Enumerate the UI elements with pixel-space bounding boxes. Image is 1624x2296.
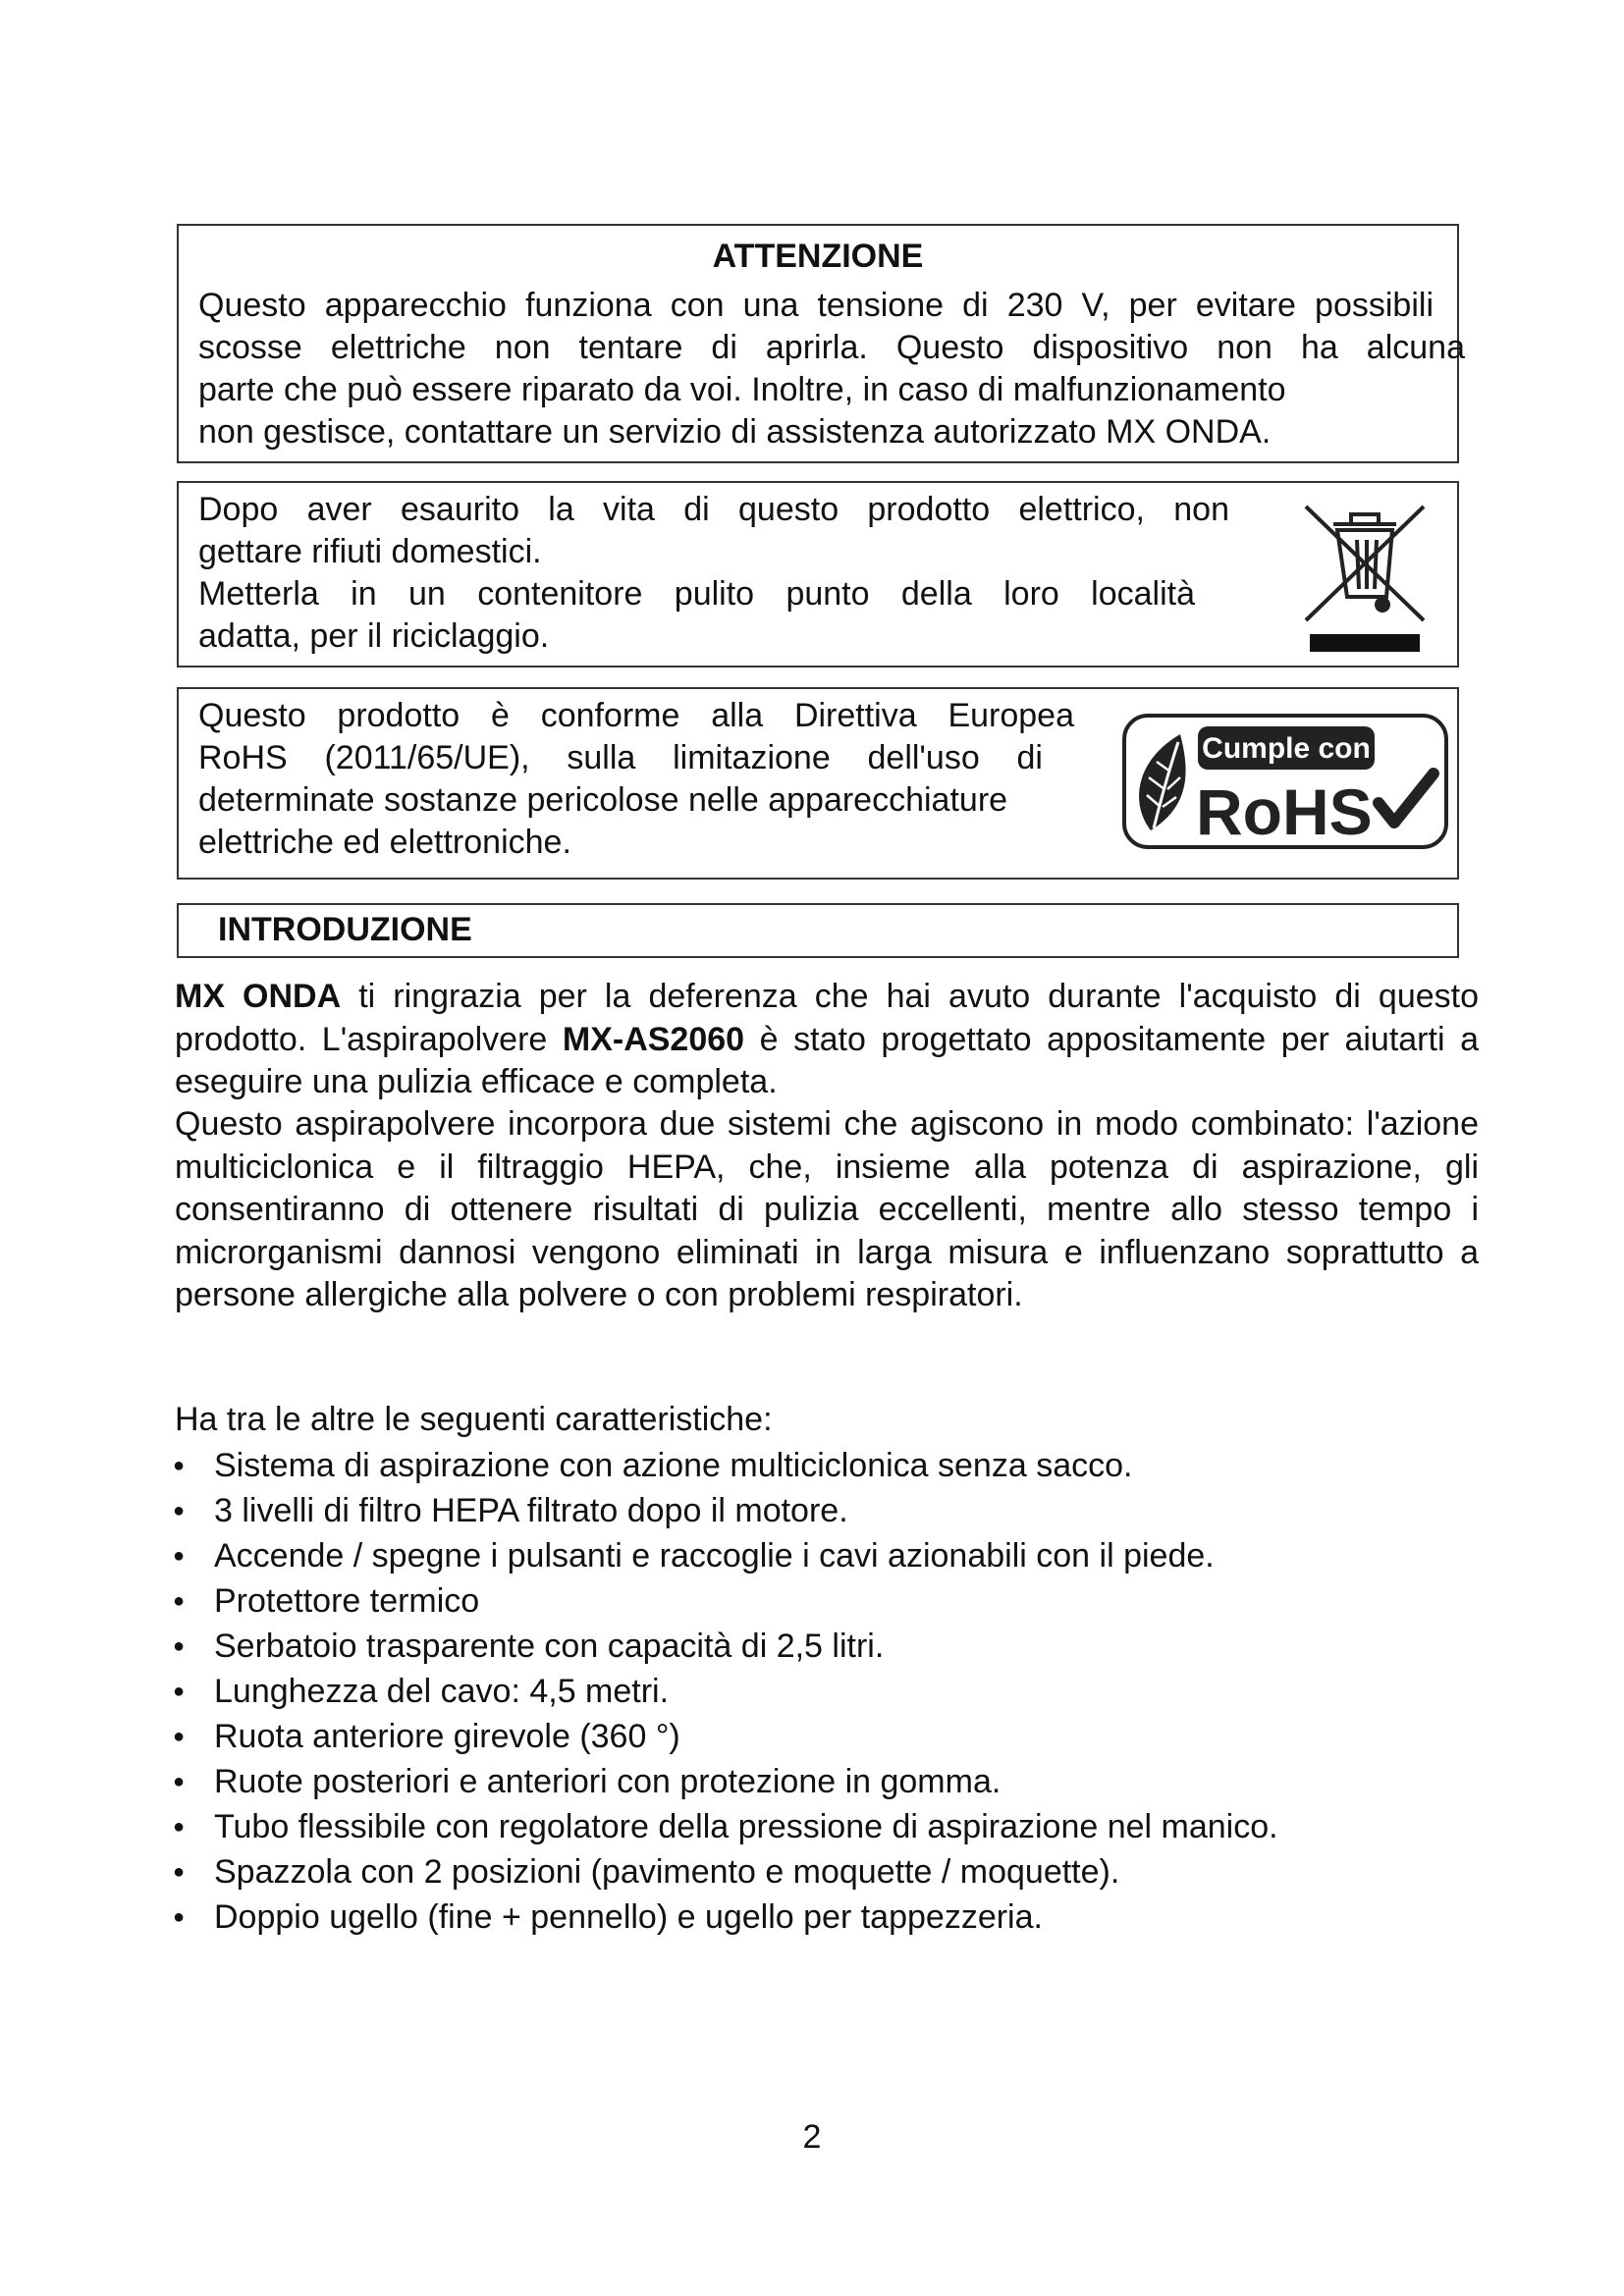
warning-line: parte che può essere riparato da voi. Inoltre, in caso di malfunzionamento	[198, 371, 1286, 408]
rohs-line: RoHS (2011/65/UE), sulla limitazione dell'uso di	[198, 739, 1043, 776]
list-item: ● 3 livelli di filtro HEPA filtrato dopo il motore.	[165, 1488, 1278, 1533]
intro-text: è stato progettato appositamente per aiutarti a eseguire una pulizia efficace e completa.	[175, 1020, 1479, 1100]
list-item: ● Sistema di aspirazione con azione multiciclonica senza sacco.	[165, 1443, 1278, 1488]
warning-line: Questo apparecchio funziona con una tensione di 230 V, per evitare possibili	[198, 287, 1434, 324]
rohs-line: Questo prodotto è conforme alla Direttiva Europea	[198, 697, 1074, 734]
page-number: 2	[802, 2118, 822, 2156]
disposal-line: adatta, per il riciclaggio.	[198, 617, 550, 655]
list-item: ● Accende / spegne i pulsanti e raccoglie i cavi azionabili con il piede.	[165, 1533, 1278, 1578]
list-item: ● Doppio ugello (fine + pennello) e ugello per tappezzeria.	[165, 1895, 1278, 1940]
intro-text: ti ringrazia per la deferenza che hai avuto durante l'acquisto di questo prodotto. L'aspirapolvere	[175, 978, 1479, 1058]
list-item: ● Ruote posteriori e anteriori con protezione in gomma.	[165, 1759, 1278, 1804]
rohs-text	[198, 695, 1077, 864]
list-item: ● Protettore termico	[165, 1578, 1278, 1624]
brand-name: MX ONDA	[175, 978, 342, 1015]
features-list	[165, 1443, 1278, 1940]
list-item: ● Tubo flessibile con regolatore della pressione di aspirazione nel manico.	[165, 1804, 1278, 1849]
disposal-line: Metterla in un contenitore pulito punto della loro località	[198, 575, 1195, 613]
list-item: ● Lunghezza del cavo: 4,5 metri.	[165, 1669, 1278, 1714]
rohs-line: determinate sostanze pericolose nelle apparecchiature	[198, 781, 1008, 819]
intro-paragraph	[175, 976, 1479, 1104]
list-item: ● Serbatoio trasparente con capacità di 2,5 litri.	[165, 1624, 1278, 1669]
rohs-box	[177, 687, 1459, 880]
rohs-badge: Cumple con	[1202, 732, 1371, 765]
warning-box	[177, 224, 1465, 463]
introduction-heading-box	[177, 903, 1459, 958]
warning-line: non gestisce, contattare un servizio di assistenza autorizzato MX ONDA.	[198, 413, 1272, 451]
rohs-logo-text: RoHS	[1196, 775, 1373, 848]
description-paragraph: Questo aspirapolvere incorpora due sistemi che agiscono in modo combinato: l'azione multiciclonica e il filtraggio HEPA, che, insieme alla potenza di aspirazione, gli consentiranno di ottenere risultati di pulizia eccellenti, mentre allo stesso tempo i microrganismi dannosi vengono eliminati in larga misura e influenzano soprattutto a persone allergiche alla polvere o con problemi respiratori.	[175, 1105, 1479, 1313]
list-item: ● Ruota anteriore girevole (360 °)	[165, 1714, 1278, 1759]
features-lead: Ha tra le altre le seguenti caratteristiche:	[175, 1401, 773, 1438]
disposal-line: Dopo aver esaurito la vita di questo prodotto elettrico, non	[198, 491, 1229, 528]
warning-text	[198, 285, 1465, 454]
disposal-line: gettare rifiuti domestici.	[198, 533, 542, 570]
rohs-logo	[1121, 713, 1449, 850]
warning-line: scosse elettriche non tentare di aprirla. Questo dispositivo non ha alcuna	[198, 329, 1465, 366]
disposal-box	[177, 481, 1459, 667]
disposal-text	[198, 489, 1229, 658]
introduction-heading: INTRODUZIONE	[218, 911, 472, 948]
rohs-line: elettriche ed elettroniche.	[198, 824, 571, 861]
crossed-out-wheelie-bin-icon	[1296, 495, 1434, 652]
warning-title: ATTENZIONE	[712, 238, 924, 275]
model-name: MX-AS2060	[562, 1020, 745, 1058]
list-item: ● Spazzola con 2 posizioni (pavimento e moquette / moquette).	[165, 1849, 1278, 1895]
